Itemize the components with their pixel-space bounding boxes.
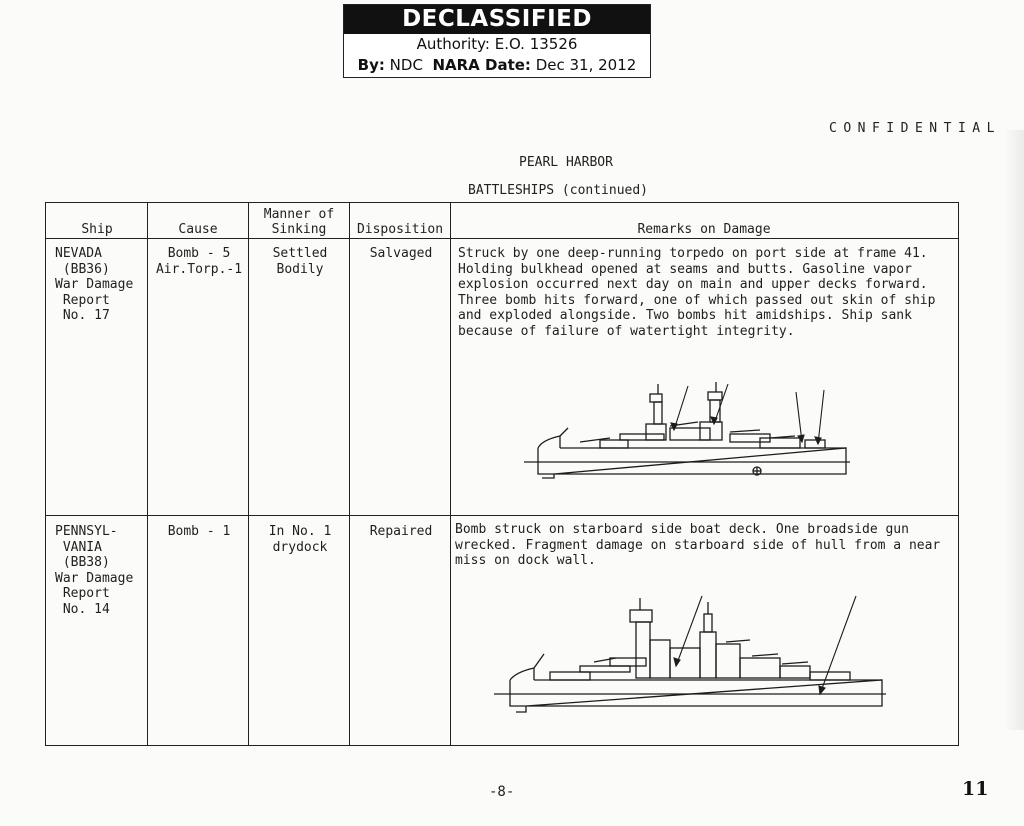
stamp-nara-label: NARA Date: xyxy=(432,56,531,74)
stamp-by-label: By: xyxy=(357,56,385,74)
row-pennsylvania-ship: PENNSYL- VANIA (BB38) War Damage Report No. 14 xyxy=(55,524,134,617)
col-divider xyxy=(450,202,451,746)
row-nevada-manner: Settled Bodily xyxy=(272,246,328,277)
stamp-authority-label: Authority: xyxy=(416,35,490,53)
row-nevada-cause: Bomb - 5 Air.Torp.-1 xyxy=(155,246,243,277)
header-cause: Cause xyxy=(178,222,218,237)
header-divider xyxy=(45,238,959,239)
header-manner xyxy=(249,207,349,237)
stamp-by-value: NDC xyxy=(389,56,423,74)
col-divider xyxy=(147,202,148,746)
stamp-banner: DECLASSIFIED xyxy=(344,5,650,34)
header-manner-line1: Manner of xyxy=(263,207,335,222)
row-divider xyxy=(45,515,959,516)
stamp-by-line xyxy=(344,55,650,76)
row-pennsylvania-disposition: Repaired xyxy=(369,524,433,539)
row-nevada-remarks: Struck by one deep-running torpedo on port side at frame 41. Holding bulkhead opened at seams and butts. Gasoline vapor explosion occurred next day on main and upper decks forward. Three bomb hits forward, one of which passed out skin of ship and exploded alongside. Two bombs hit amidships. Ship sank because of failure of watertight integrity. xyxy=(458,246,936,339)
scan-edge-shadow xyxy=(1004,130,1024,730)
page-subtitle: BATTLESHIPS (continued) xyxy=(468,183,649,198)
declassified-stamp xyxy=(343,4,651,78)
col-divider xyxy=(248,202,249,746)
row-nevada-disposition: Salvaged xyxy=(369,246,433,261)
row-nevada-ship: NEVADA (BB36) War Damage Report No. 17 xyxy=(55,246,134,323)
pennsylvania-damage-diagram xyxy=(490,592,890,722)
header-manner-line2: Sinking xyxy=(271,222,327,237)
header-ship: Ship xyxy=(81,222,113,237)
page-number: -8- xyxy=(489,784,515,800)
row-pennsylvania-manner: In No. 1 drydock xyxy=(268,524,332,555)
col-divider xyxy=(349,202,350,746)
stamp-authority-value: E.O. 13526 xyxy=(494,35,578,53)
nevada-damage-diagram xyxy=(520,378,860,490)
row-pennsylvania-cause: Bomb - 1 xyxy=(167,524,231,539)
stamp-authority xyxy=(344,34,650,55)
sheet-number: 11 xyxy=(962,778,989,800)
row-pennsylvania-remarks: Bomb struck on starboard side boat deck. One broadside gun wrecked. Fragment damage on starboard side of hull from a near miss on dock wall. xyxy=(455,522,941,568)
page-title: PEARL HARBOR xyxy=(519,155,613,170)
classification-marking: CONFIDENTIAL xyxy=(829,121,1001,136)
stamp-nara-value: Dec 31, 2012 xyxy=(535,56,637,74)
header-remarks: Remarks on Damage xyxy=(637,222,771,237)
header-disposition: Disposition xyxy=(356,222,444,237)
